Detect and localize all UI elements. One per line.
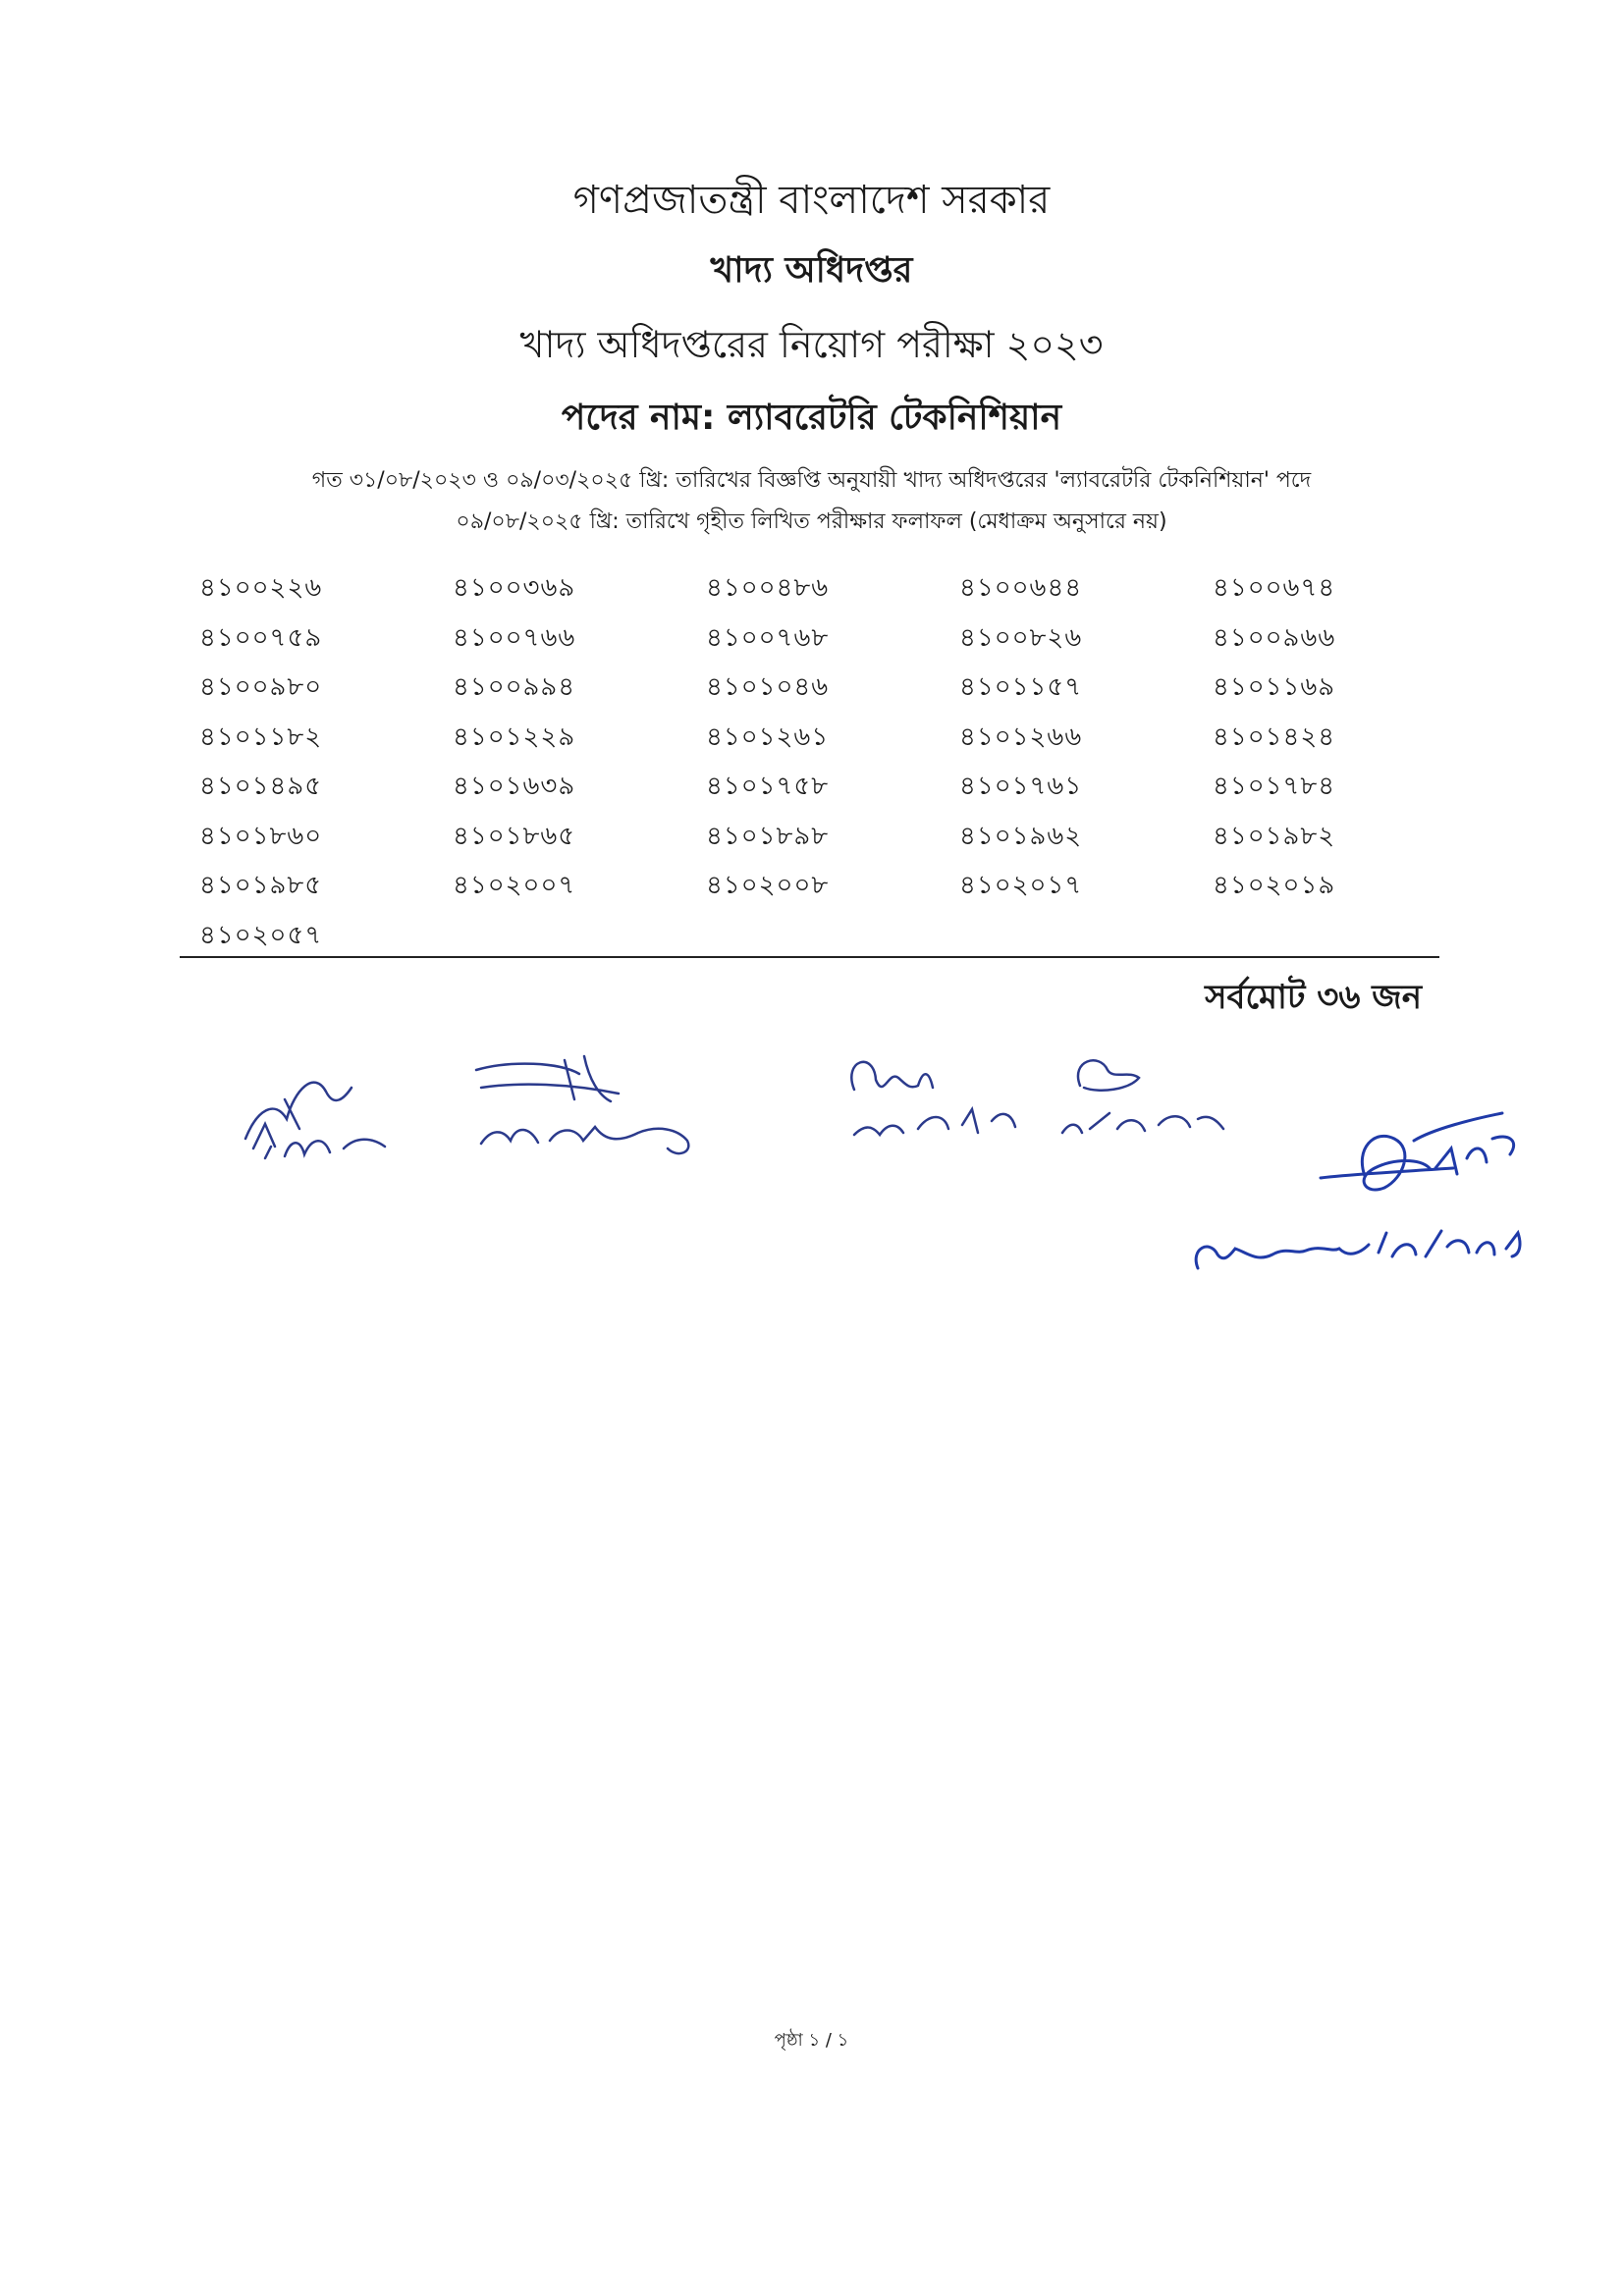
roll-number: ৪১০০২২৬ <box>199 573 323 603</box>
roll-number: ৪১০২০১৭ <box>959 871 1083 900</box>
page-footer: পৃষ্ঠা ১ / ১ <box>774 2030 849 2051</box>
roll-number: ৪১০০৭৫৯ <box>199 622 323 653</box>
notice-line-1: গত ৩১/০৮/২০২৩ ও ০৯/০৩/২০২৫ খ্রি: তারিখের বিজ্ঞপ্তি অনুযায়ী খাদ্য অধিদপ্তরের 'ল্যাবরেটরি টেকনিশিয়ান' পদে <box>311 468 1312 493</box>
government-title: গণপ্রজাতন্ত্রী বাংলাদেশ সরকার <box>572 178 1051 223</box>
roll-number: ৪১০০৭৬৮ <box>706 622 830 653</box>
signature-4 <box>1062 1060 1223 1133</box>
roll-number: ৪১০১৪২৪ <box>1213 721 1336 752</box>
exam-title: খাদ্য অধিদপ্তরের নিয়োগ পরীক্ষা ২০২৩ <box>519 323 1104 366</box>
roll-number: ৪১০১১৮২ <box>199 721 323 752</box>
roll-number: ৪১০০৪৮৬ <box>706 573 830 603</box>
roll-number: ৪১০১৮৬৫ <box>453 821 576 851</box>
signature-1 <box>245 1083 385 1158</box>
signature-5 <box>1196 1113 1520 1268</box>
roll-number: ৪১০০৯৮০ <box>199 672 323 702</box>
roll-number: ৪১০১৭৫৮ <box>706 772 830 801</box>
roll-number: ৪১০০৯৬৬ <box>1213 622 1336 653</box>
roll-number-grid <box>182 563 1448 960</box>
roll-number: ৪১০১২২৯ <box>453 721 576 752</box>
roll-number: ৪১০১৮৯৮ <box>706 821 830 851</box>
total-count: সর্বমোট ৩৬ জন <box>1205 978 1422 1017</box>
roll-number: ৪১০১২৬৬ <box>959 721 1083 752</box>
signature-3 <box>851 1062 1015 1135</box>
roll-number: ৪১০০৮২৬ <box>959 622 1083 653</box>
roll-number: ৪১০১৭৬১ <box>959 772 1083 801</box>
roll-number: ৪১০১০৪৬ <box>706 672 830 702</box>
roll-number: ৪১০১৬৩৯ <box>453 772 576 801</box>
roll-number: ৪১০২০১৯ <box>1213 871 1336 900</box>
roll-number: ৪১০০৬৪৪ <box>959 573 1083 603</box>
signatures-area <box>0 1031 1623 1325</box>
roll-number: ৪১০০৯৯৪ <box>453 672 576 702</box>
department-title: খাদ্য অধিদপ্তর <box>710 250 913 291</box>
roll-number: ৪১০১২৬১ <box>706 721 830 752</box>
roll-number: ৪১০২০০৮ <box>706 871 830 900</box>
roll-number: ৪১০২০৫৭ <box>199 920 323 950</box>
roll-number: ৪১০১৯৮৫ <box>199 871 323 900</box>
divider-line <box>180 956 1439 958</box>
signature-2 <box>476 1056 688 1153</box>
roll-number: ৪১০১৯৮২ <box>1213 821 1336 851</box>
roll-number: ৪১০১৪৯৫ <box>199 772 323 801</box>
roll-number: ৪১০১৮৬০ <box>199 821 323 851</box>
roll-number: ৪১০০৭৬৬ <box>453 622 576 653</box>
roll-number: ৪১০১১৫৭ <box>959 672 1083 702</box>
roll-number: ৪১০১৭৮৪ <box>1213 772 1336 801</box>
post-name: পদের নাম: ল্যাবরেটরি টেকনিশিয়ান <box>561 398 1062 438</box>
roll-number: ৪১০০৩৬৯ <box>453 573 576 603</box>
roll-number: ৪১০১৯৬২ <box>959 821 1083 851</box>
roll-number: ৪১০১১৬৯ <box>1213 672 1336 702</box>
notice-line-2: ০৯/০৮/২০২৫ খ্রি: তারিখে গৃহীত লিখিত পরীক্ষার ফলাফল (মেধাক্রম অনুসারে নয়) <box>456 509 1167 534</box>
roll-number: ৪১০২০০৭ <box>453 871 576 900</box>
roll-number: ৪১০০৬৭৪ <box>1213 573 1336 603</box>
